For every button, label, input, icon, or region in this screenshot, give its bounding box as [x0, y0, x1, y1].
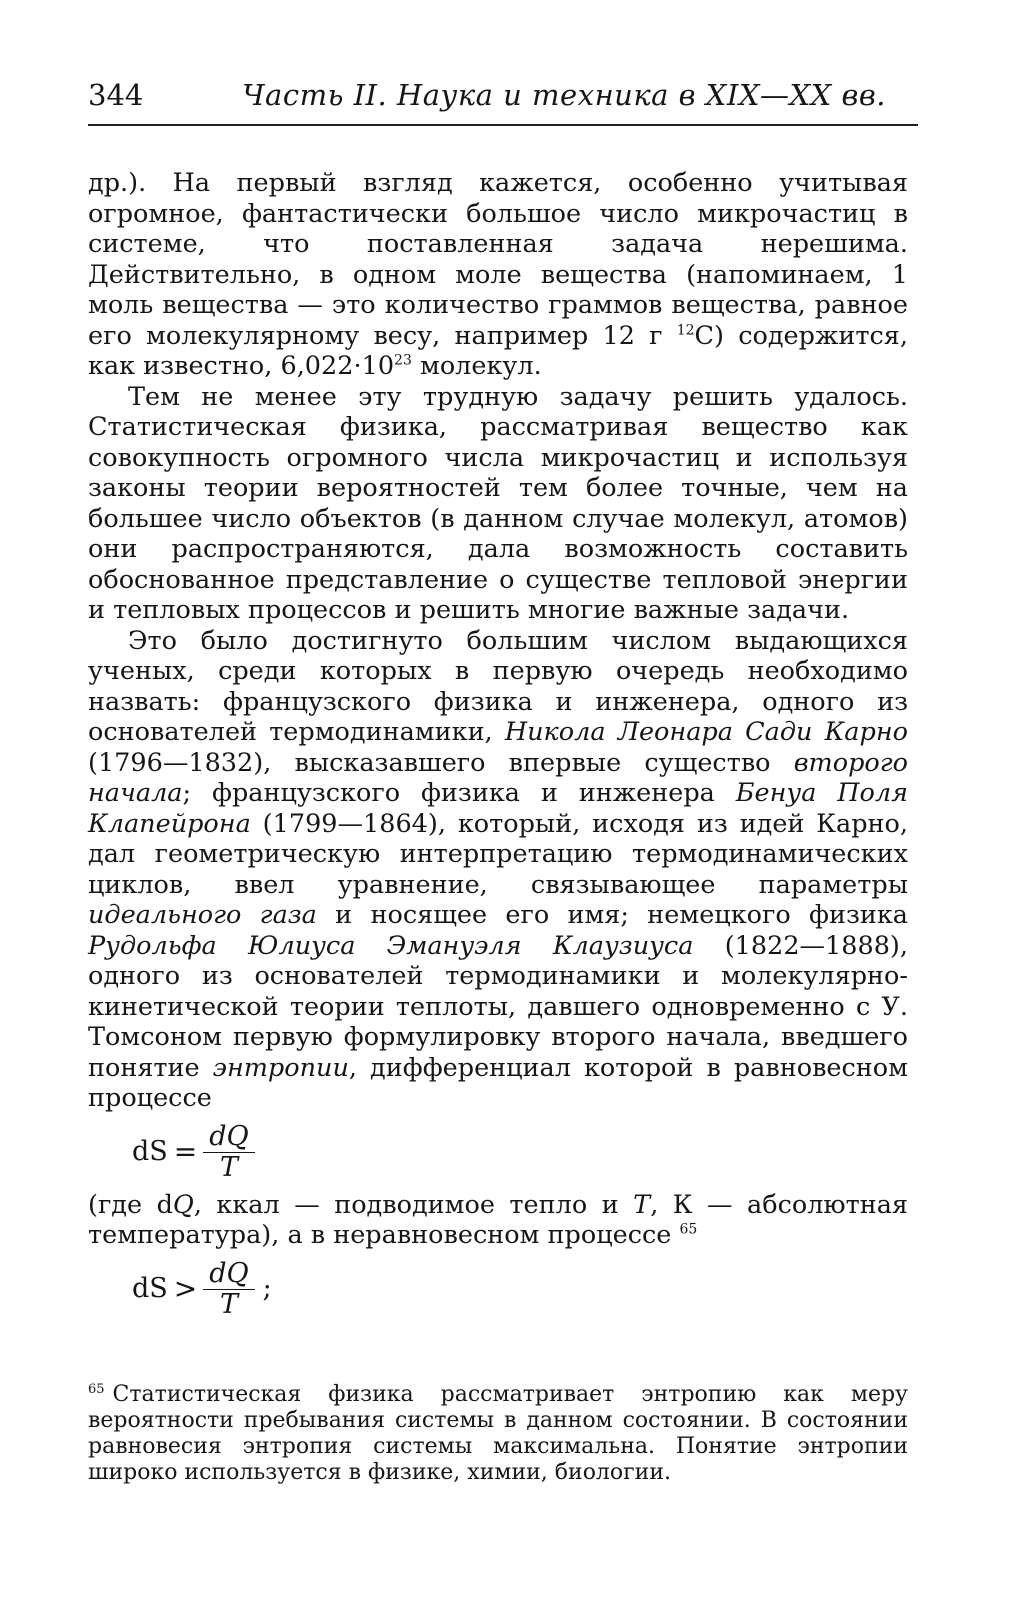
italic-term: второго начала: [88, 747, 908, 808]
footnote-text: Статистическая физика рассматривает энтропию как меру вероятности пребывания системы в данном состоянии. В состоянии равновесия энтропия системы максимальна. Понятие энтропии широко используется в физике, химии, биологии.: [88, 1382, 908, 1485]
formula2-relation: >: [173, 1272, 198, 1306]
italic-term: Никола Леонара Сади Карно: [504, 717, 908, 747]
text-run: , дифференциал которой в равновесном процессе: [88, 1052, 908, 1113]
footnote-mark: 65: [88, 1381, 105, 1397]
text-run: молекул.: [411, 351, 542, 381]
italic-term: идеального газа: [88, 900, 317, 930]
page-number: 344: [88, 78, 144, 112]
footnote: [88, 1382, 908, 1486]
superscript: 23: [394, 352, 412, 369]
formula2-denominator: T: [219, 1289, 238, 1320]
formula1-relation: =: [173, 1135, 198, 1169]
formula1-numerator: dQ: [203, 1122, 254, 1153]
running-title: Часть II. Наука и техника в XIX—XX вв.: [242, 78, 886, 112]
text-run: и носящее его имя; немецкого физика: [316, 900, 908, 930]
entropy-formula-equilibrium: [88, 1114, 908, 1190]
text-run: (1822—1888), одного из основателей термодинамики и молекулярно-кинетической теории теплоты, давшего одновременно с У. Томсоном первую формулировку второго начала, введшего понятие: [88, 930, 908, 1083]
text-run: (1799—1864), который, исходя из идей Карно, дал геометрическую интерпретацию термодинамических циклов, ввел уравнение, связывающее параметры: [88, 808, 908, 900]
text-run: др.). На первый взгляд кажется, особенно учитывая огромное, фантастически большое число микрочастиц в системе, что поставленная задача нерешима. Действительно, в одном моле вещества (напоминаем, 1 моль вещества — это количество граммов вещества, равное его молекулярному весу, например 12 г: [88, 168, 908, 351]
text-run: (где d: [88, 1189, 173, 1220]
superscript: 65: [679, 1221, 698, 1238]
formula1-fraction: [203, 1122, 254, 1183]
paragraph-3: [88, 626, 908, 1114]
italic-term: Q: [172, 1189, 194, 1220]
formula2-numerator: dQ: [203, 1259, 254, 1290]
formula2-fraction: [203, 1259, 254, 1320]
text-run: С) содержится, как известно, 6,022·10: [88, 320, 908, 381]
page-header: [88, 78, 918, 126]
italic-term: T: [633, 1189, 651, 1220]
entropy-formula-nonequilibrium: [88, 1251, 908, 1327]
formula1-lhs: dS: [132, 1136, 168, 1168]
superscript: 12: [676, 322, 695, 338]
formula1-denominator: T: [219, 1152, 238, 1183]
text-run: , ккал — подводимое тепло и: [193, 1189, 634, 1220]
formula2-tail: ;: [262, 1273, 272, 1305]
text-run: , К — абсолютная температура), а в неравновесном процессе: [88, 1189, 908, 1250]
text-run: (1796—1832), высказавшего впервые существо: [88, 747, 794, 778]
text-run: ; французского физика и инженера: [182, 778, 736, 808]
text-run: Это было достигнуто большим числом выдающихся ученых, среди которых в первую очередь необходимо назвать: французского физика и инженера, одного из основателей термодинамики,: [88, 625, 908, 747]
main-text: [88, 168, 908, 1327]
italic-term: Бенуа Поля Клапейрона: [88, 778, 909, 839]
text-run: Тем не менее эту трудную задачу решить удалось. Статистическая физика, рассматривая вещество как совокупность огромного числа микрочастиц и используя законы теории вероятностей тем более точные, чем на большее число объектов (в данном случае молекул, атомов) они распространяются, дала возможность составить обоснованное представление о существе тепловой энергии и тепловых процессов и решить многие важные задачи.: [88, 381, 908, 625]
paragraph-2: [88, 382, 908, 626]
italic-term: Рудольфа Юлиуса Эмануэля Клаузиуса: [88, 930, 694, 961]
formula2-lhs: dS: [132, 1273, 168, 1305]
italic-term: энтропии: [212, 1052, 349, 1083]
paragraph-1: [88, 168, 908, 382]
paragraph-4: [88, 1190, 908, 1251]
